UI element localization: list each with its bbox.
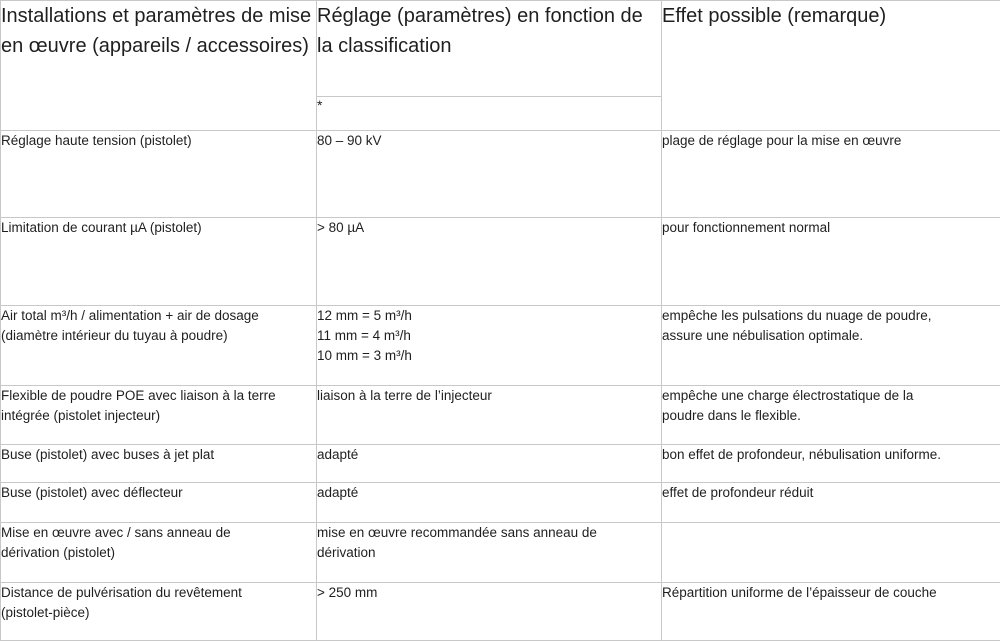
effect-cell: empêche les pulsations du nuage de poudre, assure une nébulisation optimale. (662, 306, 1000, 386)
effect-cell: bon effet de profondeur, nébulisation uniforme. (662, 445, 1000, 483)
setting-cell: Buse (pistolet) avec déflecteur (1, 483, 317, 523)
effect-cell: Répartition uniforme de l’épaisseur de couche (662, 583, 1000, 641)
setting-cell: Flexible de poudre POE avec liaison à la terre intégrée (pistolet injecteur) (1, 386, 317, 445)
value-cell: 80 – 90 kV (317, 131, 662, 218)
table-row (1, 523, 1000, 583)
effect-cell: empêche une charge électrostatique de la poudre dans le flexible. (662, 386, 1000, 445)
setting-cell: Mise en œuvre avec / sans anneau de dérivation (pistolet) (1, 523, 317, 583)
value-cell: mise en œuvre recommandée sans anneau de dérivation (317, 523, 662, 583)
value-cell: 12 mm = 5 m³/h 11 mm = 4 m³/h 10 mm = 3 m³/h (317, 306, 662, 386)
setting-cell: Air total m³/h / alimentation + air de dosage (diamètre intérieur du tuyau à poudre) (1, 306, 317, 386)
setting-cell: Buse (pistolet) avec buses à jet plat (1, 445, 317, 483)
table-row (1, 583, 1000, 641)
value-cell: adapté (317, 445, 662, 483)
table-row (1, 131, 1000, 218)
effect-cell: pour fonctionnement normal (662, 218, 1000, 306)
header-reglage: Réglage (paramètres) en fonction de la classification (317, 1, 662, 97)
header-row (1, 1, 1000, 97)
value-cell: liaison à la terre de l’injecteur (317, 386, 662, 445)
setting-cell: Distance de pulvérisation du revêtement (pistolet-pièce) (1, 583, 317, 641)
table-row (1, 306, 1000, 386)
effect-cell (662, 523, 1000, 583)
setting-cell: Réglage haute tension (pistolet) (1, 131, 317, 218)
table-row (1, 218, 1000, 306)
table-row (1, 386, 1000, 445)
table-row (1, 483, 1000, 523)
value-cell: > 250 mm (317, 583, 662, 641)
table-row (1, 445, 1000, 483)
effect-cell: effet de profondeur réduit (662, 483, 1000, 523)
setting-cell: Limitation de courant µA (pistolet) (1, 218, 317, 306)
value-cell: adapté (317, 483, 662, 523)
header-classification-marker: * (317, 97, 662, 131)
effect-cell: plage de réglage pour la mise en œuvre (662, 131, 1000, 218)
header-effet: Effet possible (remarque) (662, 1, 1000, 131)
value-cell: > 80 µA (317, 218, 662, 306)
header-installations: Installations et paramètres de mise en œuvre (appareils / accessoires) (1, 1, 317, 131)
